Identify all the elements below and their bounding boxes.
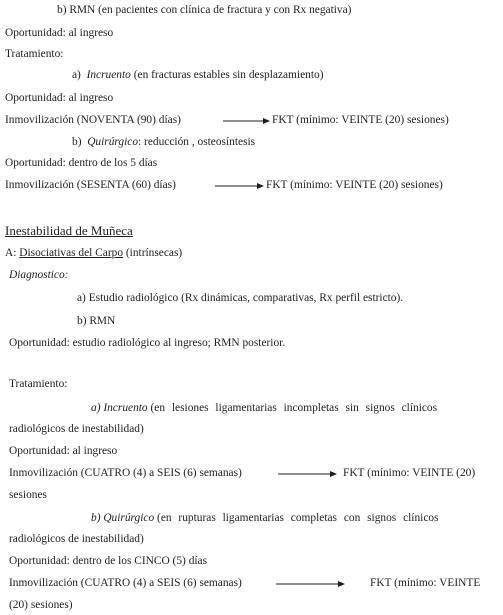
right-arrow-icon: [223, 117, 271, 125]
right-arrow-icon: [276, 580, 346, 588]
text-line: Oportunidad: dentro de los 5 días: [5, 157, 158, 169]
text-line: FKT (mínimo: VEINTE (20) sesiones): [266, 179, 443, 191]
method-label: b) Quirúrgico: [91, 512, 155, 524]
right-arrow-icon: [278, 470, 338, 478]
method-description: : reducción , osteosíntesis: [138, 136, 256, 148]
text-line: radiológicos de inestabilidad): [9, 533, 144, 545]
text-line: b) RMN: [77, 315, 116, 327]
text-line: b) RMN (en pacientes con clínica de fractura y con Rx negativa): [57, 4, 352, 16]
text-line: [72, 137, 255, 148]
text-line: Tratamiento:: [9, 378, 68, 390]
section-heading: Inestabilidad de Muñeca: [5, 223, 133, 238]
text-line: Diagnostico:: [9, 269, 69, 281]
text-line: Oportunidad: dentro de los CINCO (5) días: [9, 555, 208, 567]
text-line: sesiones: [9, 489, 47, 501]
text-line: [5, 248, 182, 259]
method-label: Incruento: [86, 69, 131, 81]
text-line: [91, 403, 437, 414]
text-line: Oportunidad: al ingreso: [9, 445, 118, 457]
text-line: radiológicos de inestabilidad): [9, 423, 144, 435]
method-description: (en lesiones ligamentarias incompletas sin signos clínicos: [150, 402, 438, 414]
text-line: Tratamiento:: [5, 48, 64, 60]
text-line: [72, 70, 323, 81]
method-label: Quirúrgico: [87, 136, 139, 148]
text-line: FKT (mínimo: VEINTE (20) sesiones): [272, 114, 449, 126]
text-line: FKT (mínimo: VEINTE: [370, 577, 481, 589]
text-line: [91, 513, 439, 524]
text-line: FKT (mínimo: VEINTE (20): [343, 467, 476, 479]
list-marker: a): [72, 69, 81, 81]
text-line: Inmovilización (NOVENTA (90) días): [5, 114, 181, 126]
list-marker: b): [72, 136, 82, 148]
subsection-qualifier: (intrínsecas): [125, 247, 183, 259]
text-line: Oportunidad: al ingreso: [5, 92, 114, 104]
right-arrow-icon: [215, 182, 265, 190]
text-line: Inmovilización (CUATRO (4) a SEIS (6) semanas): [9, 467, 242, 479]
list-marker: A:: [5, 247, 17, 259]
text-line: Oportunidad: estudio radiológico al ingreso; RMN posterior.: [9, 337, 286, 349]
text-line: Inmovilización (CUATRO (4) a SEIS (6) semanas): [9, 577, 242, 589]
text-line: Inmovilización (SESENTA (60) días): [5, 179, 176, 191]
method-label: a) Incruento: [91, 402, 148, 414]
text-line: a) Estudio radiológico (Rx dinámicas, comparativas, Rx perfil estricto).: [77, 292, 404, 304]
subsection-title: Disociativas del Carpo: [19, 247, 124, 259]
method-description: (en rupturas ligamentarias completas con signos clínicos: [157, 512, 439, 524]
text-line: (20) sesiones): [9, 599, 73, 611]
text-line: Oportunidad: al ingreso: [5, 27, 114, 39]
method-description: (en fracturas estables sin desplazamiento): [133, 69, 324, 81]
